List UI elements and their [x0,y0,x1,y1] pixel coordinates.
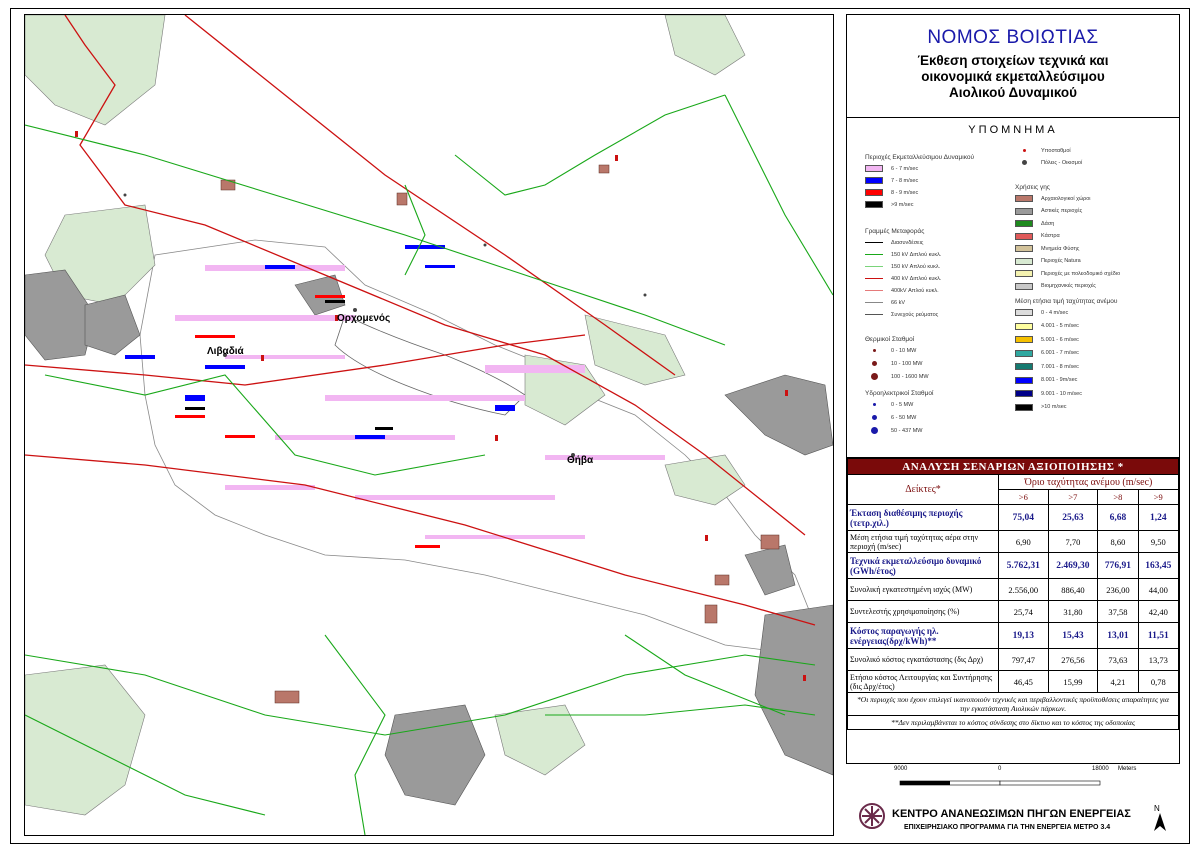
wind-area-swatch [865,177,883,184]
table-body [848,505,1179,693]
point-item [1015,146,1071,155]
map-canvas[interactable] [24,14,834,836]
row-value: 42,40 [1138,601,1178,623]
landuse-label: Βιομηχανικές περιοχές [1041,283,1096,289]
line-type-item [865,286,939,295]
hydro-dot-symbol [865,415,883,420]
row-label: Συνολικό κόστος εγκατάστασης (δις Δρχ) [848,649,999,671]
line-type-line-symbol [865,254,883,255]
subtitle-line-2: οικονομικά εκμεταλλεύσιμου [921,69,1105,84]
wind-speed-label: >10 m/sec [1041,404,1067,410]
row-label: Συντελεστής χρησιμοποίησης (%) [848,601,999,623]
threshold-header: >8 [1098,490,1138,505]
landuse-swatch [1015,283,1033,290]
threshold-header: >6 [999,490,1049,505]
row-value: 276,56 [1048,649,1098,671]
scale-left: 9000 [894,766,908,772]
point-dot-symbol [1015,149,1033,152]
wind-speed-item [1015,308,1068,317]
hydro-item [865,413,916,422]
subtitle-line-3: Αιολικού Δυναμικού [949,85,1077,100]
table-row [848,505,1179,531]
line-type-item [865,274,941,283]
report-subtitle [847,53,1179,101]
scenario-table [847,458,1179,730]
landuse-label: Περιοχές Natura [1041,258,1081,264]
row-value: 11,51 [1138,623,1178,649]
north-label: N [1154,804,1160,813]
landuse-item [1015,194,1091,203]
wind-speed-swatch [1015,350,1033,357]
point-label: Πόλεις - Οικισμοί [1041,159,1083,166]
point-item [1015,158,1082,167]
row-value: 15,99 [1048,671,1098,693]
hydro-label: 6 - 50 MW [891,414,917,421]
row-value: 2.469,30 [1048,553,1098,579]
thermal-item [865,359,922,368]
row-value: 44,00 [1138,579,1178,601]
row-value: 75,04 [999,505,1049,531]
thermal-dot-symbol [865,361,883,366]
line-type-line-symbol [865,302,883,303]
north-arrow-icon [1154,813,1166,831]
point-label: Υποσταθμοί [1041,147,1071,154]
prefecture-title: ΝΟΜΟΣ ΒΟΙΩΤΙΑΣ [927,27,1099,48]
row-value: 6,68 [1098,505,1138,531]
wind-speed-item [1015,335,1079,344]
line-type-label: 400 kV Διπλού κυκλ. [891,275,942,282]
scenario-table-box [846,458,1180,764]
wind-area-item [865,164,918,173]
landuse-item [1015,219,1054,228]
wind-speed-heading: Μέση ετήσια τιμή ταχύτητας ανέμου [1015,298,1118,305]
wind-area-item [865,188,918,197]
wind-speed-label: 7.001 - 8 m/sec [1041,363,1079,370]
town-label-livadia: Λιβαδιά [207,346,244,357]
line-type-line-symbol [865,290,883,291]
row-value: 37,58 [1098,601,1138,623]
row-value: 4,21 [1098,671,1138,693]
col-threshold-header: Όριο ταχύτητας ανέμου (m/sec) [999,475,1179,490]
row-label: Έκταση διαθέσιμης περιοχής (τετρ.χιλ.) [848,505,999,531]
wind-speed-label: 0 - 4 m/sec [1041,309,1069,316]
row-value: 7,70 [1048,531,1098,553]
table-row [848,553,1179,579]
landuse-label: Δάση [1041,220,1055,227]
wind-speed-label: 8.001 - 9m/sec [1041,377,1078,383]
scale-unit: Meters [1118,766,1137,772]
town-label-orchomenos: Ορχομενός [337,313,391,324]
legend-title: ΥΠΟΜΝΗΜΑ [968,124,1058,136]
wind-area-label: 7 - 8 m/sec [891,177,919,184]
line-type-label: Συνεχούς ρεύματος [891,311,939,318]
landuse-swatch [1015,233,1033,240]
row-label: Μέση ετήσια τιμή ταχύτητας αέρα στην περιοχή (m/sec) [848,531,999,553]
scale-right: 18000 [1092,766,1109,772]
wind-speed-swatch [1015,404,1033,411]
landuse-item [1015,244,1079,253]
row-value: 9,50 [1138,531,1178,553]
thermal-label: 100 - 1600 MW [891,373,929,380]
map-svg [25,15,833,835]
table-note-2: **Δεν περιλαμβάνεται το κόστος σύνδεσης στο δίκτυο και το κόστος της οδοποιίας [848,716,1179,730]
thermal-dot-symbol [865,349,883,352]
wind-area-swatch [865,165,883,172]
thermal-heading: Θερμικοί Σταθμοί [865,336,915,343]
wind-speed-item [1015,362,1079,371]
line-type-item [865,250,941,259]
thermal-label: 0 - 10 MW [891,347,917,354]
row-value: 5.762,31 [999,553,1049,579]
row-value: 8,60 [1098,531,1138,553]
wind-speed-item [1015,389,1082,398]
row-value: 0,78 [1138,671,1178,693]
title-box [846,14,1180,118]
scale-bar-graphic [886,779,1116,789]
row-value: 886,40 [1048,579,1098,601]
row-label: Τεχνικά εκμεταλλεύσιμο δυναμικό (GWh/έτος) [848,553,999,579]
table-row [848,601,1179,623]
wind-speed-label: 6.001 - 7 m/sec [1041,350,1079,356]
line-type-item [865,262,940,271]
hydro-dot-symbol [865,403,883,406]
north-arrow [1154,804,1166,833]
table-row [848,623,1179,649]
threshold-header: >9 [1138,490,1178,505]
line-type-label: 66 kV [891,299,906,306]
row-value: 46,45 [999,671,1049,693]
wind-speed-swatch [1015,377,1033,384]
row-value: 13,73 [1138,649,1178,671]
wind-speed-item [1015,322,1079,331]
cres-logo-icon [858,802,886,830]
thermal-dot-symbol [865,373,883,380]
wind-speed-swatch [1015,363,1033,370]
landuse-swatch [1015,195,1033,202]
lines-heading: Γραμμές Μεταφοράς [865,228,925,235]
table-note-1: *Οι περιοχές που έχουν επιλεγεί ικανοποιούν τεχνικές και περιβαλλοντικές προϋποθέσεις απαραίτητες για την εγκατάσταση Αιολικών πάρκων. [848,693,1179,716]
landuse-label: Αστικές περιοχές [1041,208,1083,214]
wind-area-item [865,176,918,185]
row-value: 6,90 [999,531,1049,553]
scale-bar [886,766,1137,794]
line-type-line-symbol [865,242,883,243]
program-name: ΕΠΙΧΕΙΡΗΣΙΑΚΟ ΠΡΟΓΡΑΜΜΑ ΓΙΑ ΤΗΝ ΕΝΕΡΓΕΙΑ ΜΕΤΡΟ 3.4 [904,824,1111,831]
line-type-item [865,310,938,319]
wind-speed-swatch [1015,309,1033,316]
landuse-label: Περιοχές με πολεοδομικό σχέδιο [1041,270,1121,277]
landuse-item [1015,207,1082,216]
line-type-item [865,238,923,247]
table-row [848,649,1179,671]
table-row [848,671,1179,693]
row-value: 19,13 [999,623,1049,649]
landuse-label: Μνημεία Φύσης [1041,245,1080,252]
wind-area-item [865,200,913,209]
row-value: 15,43 [1048,623,1098,649]
landuse-swatch [1015,270,1033,277]
thermal-label: 10 - 100 MW [891,360,923,367]
landuse-item [1015,282,1096,291]
point-dot-symbol [1015,160,1033,165]
scale-middle: 0 [998,766,1002,772]
hydro-item [865,400,913,409]
boeotia-region [140,240,815,655]
wind-speed-swatch [1015,323,1033,330]
landuse-swatch [1015,220,1033,227]
wind-area-label: >9 m/sec [891,201,914,208]
row-value: 31,80 [1048,601,1098,623]
row-value: 163,45 [1138,553,1178,579]
row-label: Συνολική εγκατεστημένη ισχύς (MW) [848,579,999,601]
wind-area-label: 6 - 7 m/sec [891,165,919,172]
landuse-swatch [1015,258,1033,265]
wind-speed-item [1015,403,1067,412]
landuse-heading: Χρήσεις γης [1015,184,1050,191]
landuse-swatch [1015,208,1033,215]
side-panel [846,14,1180,834]
center-name: ΚΕΝΤΡΟ ΑΝΑΝΕΩΣΙΜΩΝ ΠΗΓΩΝ ΕΝΕΡΓΕΙΑΣ [892,808,1131,820]
landuse-label: Κάστρα [1041,233,1060,239]
row-value: 13,01 [1098,623,1138,649]
col-indicator-header: Δείκτες* [848,475,999,505]
legend [846,118,1180,458]
line-type-line-symbol [865,314,883,315]
row-value: 73,63 [1098,649,1138,671]
wind-area-label: 8 - 9 m/sec [891,189,919,196]
hydro-dot-symbol [865,427,883,434]
wind-areas-heading: Περιοχές Εκμεταλλεύσιμου Δυναμικού [865,154,975,161]
line-type-line-symbol [865,266,883,267]
wind-speed-label: 5.001 - 6 m/sec [1041,336,1079,343]
wind-speed-label: 9.001 - 10 m/sec [1041,390,1082,397]
line-type-label: 400kV Απλού κυκλ. [891,287,939,294]
landuse-item [1015,257,1081,266]
row-label: Κόστος παραγωγής ηλ. ενέργειας(δρχ/kWh)** [848,623,999,649]
hydro-heading: Υδροηλεκτρικοί Σταθμοί [865,390,934,397]
hydro-item [865,426,922,435]
wind-speed-label: 4.001 - 5 m/sec [1041,323,1079,329]
row-value: 2.556,00 [999,579,1049,601]
landuse-label: Αρχαιολογικοί χώροι [1041,195,1091,202]
wind-speed-item [1015,349,1079,358]
row-value: 25,63 [1048,505,1098,531]
wind-speed-item [1015,376,1077,385]
threshold-header: >7 [1048,490,1098,505]
wind-area-swatch [865,189,883,196]
town-label-thiva: Θήβα [567,455,594,466]
line-type-item [865,298,905,307]
table-row [848,531,1179,553]
subtitle-line-1: Έκθεση στοιχείων τεχνικά και [917,53,1109,68]
line-type-line-symbol [865,278,883,279]
row-value: 776,91 [1098,553,1138,579]
table-row [848,579,1179,601]
row-label: Ετήσιο κόστος Λειτουργίας και Συντήρησης (δις Δρχ/έτος) [848,671,999,693]
row-value: 1,24 [1138,505,1178,531]
table-title: ΑΝΑΛΥΣΗ ΣΕΝΑΡΙΩΝ ΑΞΙΟΠΟΙΗΣΗΣ * [848,459,1179,475]
row-value: 25,74 [999,601,1049,623]
hydro-label: 50 - 437 MW [891,427,923,434]
landuse-item [1015,232,1060,241]
hydro-label: 0 - 5 MW [891,401,914,408]
line-type-label: Διασυνδέσεις [891,239,924,246]
footer-logo-block [856,802,1176,832]
thermal-item [865,346,916,355]
row-value: 797,47 [999,649,1049,671]
line-type-label: 150 kV Διπλού κυκλ. [891,251,942,258]
row-value: 236,00 [1098,579,1138,601]
thermal-item [865,372,929,381]
wind-speed-swatch [1015,390,1033,397]
wind-speed-swatch [1015,336,1033,343]
landuse-swatch [1015,245,1033,252]
landuse-item [1015,269,1120,278]
wind-area-swatch [865,201,883,208]
line-type-label: 150 kV Απλού κυκλ. [891,263,941,270]
